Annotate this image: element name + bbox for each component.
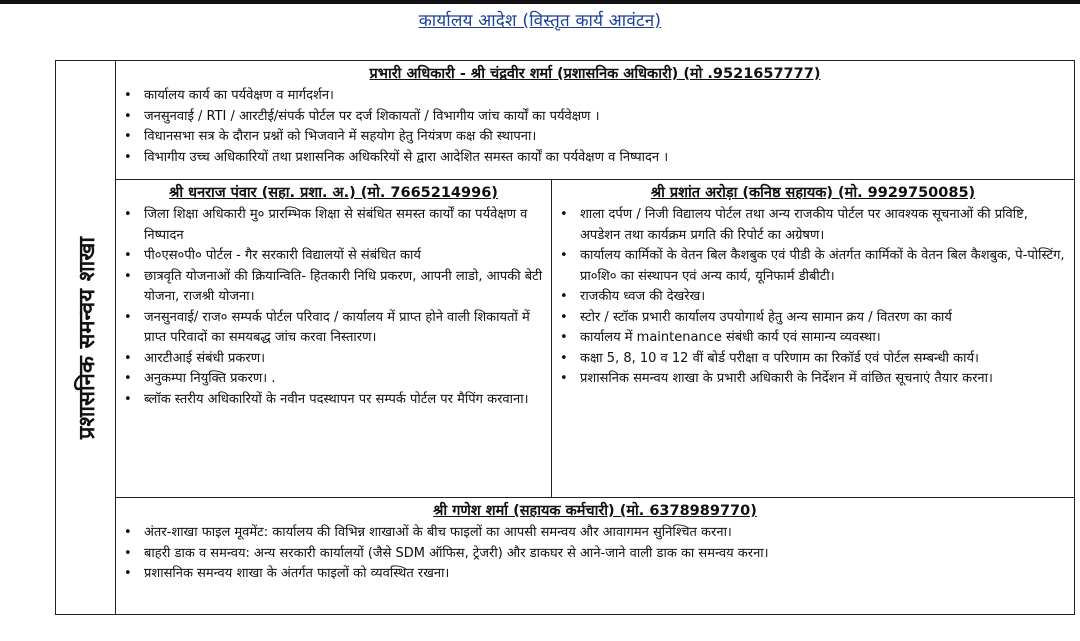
list-item: • छात्रवृति योजनाओं की क्रियान्विति- हितकारी निधि प्रकरण, आपनी लाडो, आपकी बेटी योजना, राजश्री योजना। xyxy=(144,267,545,308)
table-body xyxy=(116,61,1074,614)
list-item: • प्रशासनिक समन्वय शाखा के प्रभारी अधिकारी के निर्देशन में वांछित सूचनाएं तैयार करना। xyxy=(580,369,1068,390)
assistant-officer-duties-list xyxy=(116,205,551,410)
assistant-officer-column xyxy=(116,180,552,497)
list-item: • कार्यालय कार्मिकों के वेतन बिल कैशबुक एवं पीडी के अंतर्गत कार्मिकों के वेतन बिल कैशबुक, पे-पोस्टिंग, प्रा०शि० का संस्थापन एवं अन्य कार्य, यूनिफार्म डीबीटी। xyxy=(580,246,1068,287)
junior-assistant-duties-list xyxy=(552,205,1074,390)
list-item: • स्टोर / स्टॉक प्रभारी कार्यालय उपयोगार्थ हेतु अन्य सामान क्रय / वितरण का कार्य xyxy=(580,308,1068,329)
branch-label-column xyxy=(56,61,116,614)
branch-label: प्रशासनिक समन्वय शाखा xyxy=(74,236,100,439)
officer-duties-list xyxy=(116,86,1074,168)
list-item: • बाहरी डाक व समन्वय: अन्य सरकारी कार्यालयों (जैसे SDM ऑफिस, ट्रेजरी) और डाकघर से आने-जाने वाली डाक का समन्वय करना। xyxy=(144,544,1068,565)
list-item: • अंतर-शाखा फाइल मूवमेंट: कार्यालय की विभिन्न शाखाओं के बीच फाइलों का आपसी समन्वय और आवागमन सुनिश्चित करना। xyxy=(144,523,1068,544)
list-item: • विधानसभा सत्र के दौरान प्रश्नों को भिजवाने में सहयोग हेतु नियंत्रण कक्ष की स्थापना। xyxy=(144,127,1068,148)
list-item: • अनुकम्पा नियुक्ति प्रकरण। . xyxy=(144,369,545,390)
list-item: • ब्लॉक स्तरीय अधिकारियों के नवीन पदस्थापन पर सम्पर्क पोर्टल पर मैपिंग करवाना। xyxy=(144,390,545,411)
list-item: • प्रशासनिक समन्वय शाखा के अंतर्गत फाइलों को व्यवस्थित रखना। xyxy=(144,564,1068,585)
top-border-line xyxy=(0,0,1080,4)
list-item: • कार्यालय में maintenance संबंधी कार्य एवं सामान्य व्यवस्था। xyxy=(580,328,1068,349)
list-item: • जनसुनवाई/ राज० सम्पर्क पोर्टल परिवाद / कार्यालय में प्राप्त होने वाली शिकायतों में प्राप्त परिवादों का समयबद्ध जांच करवा निस्तारण। xyxy=(144,308,545,349)
support-staff-heading: श्री गणेश शर्मा (सहायक कर्मचारी) (मो. 6378989770) xyxy=(433,503,757,519)
junior-assistant-column xyxy=(552,180,1074,497)
support-staff-section xyxy=(116,497,1074,616)
list-item: • राजकीय ध्वज की देखरेख। xyxy=(580,287,1068,308)
list-item: • कक्षा 5, 8, 10 व 12 वीं बोर्ड परीक्षा व परिणाम का रिकॉर्ड एवं पोर्टल सम्बन्धी कार्य। xyxy=(580,349,1068,370)
staff-duties-section xyxy=(116,179,1074,497)
list-item: • जिला शिक्षा अधिकारी मु० प्रारम्भिक शिक्षा से संबंधित समस्त कार्यों का पर्यवेक्षण व निष्पादन xyxy=(144,205,545,246)
list-item: • शाला दर्पण / निजी विद्यालय पोर्टल तथा अन्य राजकीय पोर्टल पर आवश्यक सूचनाओं की प्रविष्टि, अपडेशन तथा कार्यक्रम प्रगति की रिपोर्ट का अग्रेषण। xyxy=(580,205,1068,246)
work-allocation-table xyxy=(55,60,1075,615)
document-title: कार्यालय आदेश (विस्तृत कार्य आवंटन) xyxy=(418,11,662,31)
list-item: • विभागीय उच्च अधिकारियों तथा प्रशासनिक अधिकरियों से द्वारा आदेशित समस्त कार्यों का पर्यवेक्षण व निष्पादन । xyxy=(144,148,1068,169)
officer-in-charge-heading: प्रभारी अधिकारी - श्री चंद्रवीर शर्मा (प्रशासनिक अधिकारी) (मो .9521657777) xyxy=(369,66,821,82)
list-item: • जनसुनवाई / RTI / आरटीई/संपर्क पोर्टल पर दर्ज शिकायतों / विभागीय जांच कार्यों का पर्यवेक्षण । xyxy=(144,107,1068,128)
list-item: • आरटीआई संबंधी प्रकरण। xyxy=(144,349,545,370)
list-item: • पी०एस०पी० पोर्टल - गैर सरकारी विद्यालयों से संबंधित कार्य xyxy=(144,246,545,267)
officer-in-charge-section xyxy=(116,61,1074,179)
support-staff-duties-list xyxy=(116,523,1074,585)
assistant-officer-heading: श्री धनराज पंवार (सहा. प्रशा. अ.) (मो. 7665214996) xyxy=(169,185,498,201)
list-item: • कार्यालय कार्य का पर्यवेक्षण व मार्गदर्शन। xyxy=(144,86,1068,107)
junior-assistant-heading: श्री प्रशांत अरोड़ा (कनिष्ठ सहायक) (मो. 9929750085) xyxy=(650,185,976,201)
